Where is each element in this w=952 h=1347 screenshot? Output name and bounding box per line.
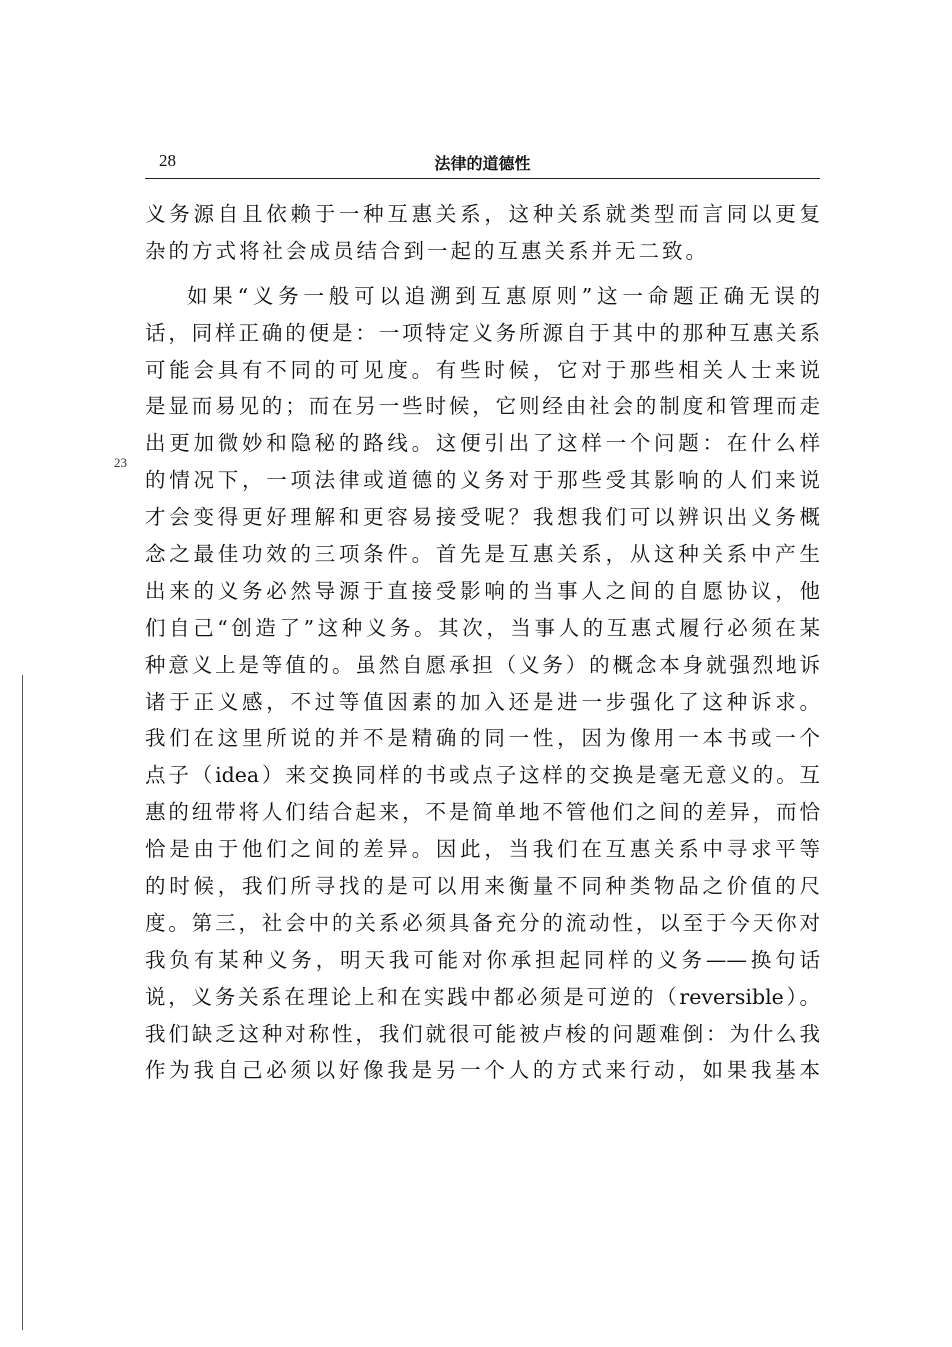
text-line: 如果“义务一般可以追溯到互惠原则”这一命题正确无误的 [187,283,820,308]
text-line: 种意义上是等值的。虽然自愿承担（义务）的概念本身就强烈地诉 [145,652,820,677]
page-number: 28 [159,151,176,170]
text-line: 点子（idea）来交换同样的书或点子这样的交换是毫无意义的。互 [145,763,820,788]
text-line: 可能会具有不同的可见度。有些时候，它对于那些相关人士来说 [145,357,820,382]
text-line: 杂的方式将社会成员结合到一起的互惠关系并无二致。 [145,238,709,263]
text-line: 恰是由于他们之间的差异。因此，当我们在互惠关系中寻求平等 [145,837,820,862]
paragraph-2 [145,278,820,1090]
text-line: 的情况下，一项法律或道德的义务对于那些受其影响的人们来说 [145,468,820,493]
body-text [145,196,820,1089]
running-header [145,147,820,179]
text-line: 我们在这里所说的并不是精确的同一性，因为像用一本书或一个 [145,726,820,751]
text-line: 度。第三，社会中的关系必须具备充分的流动性，以至于今天你对 [145,910,820,935]
text-line: 们自己“创造了”这种义务。其次，当事人的互惠式履行必须在某 [145,615,820,640]
text-line: 的时候，我们所寻找的是可以用来衡量不同种类物品之价值的尺 [145,874,820,899]
margin-page-reference: 23 [114,455,127,470]
scan-edge-line [22,675,23,1330]
running-title: 法律的道德性 [434,154,531,173]
text-line: 才会变得更好理解和更容易接受呢？我想我们可以辨识出义务概 [145,505,820,530]
text-line: 是显而易见的；而在另一些时候，它则经由社会的制度和管理而走 [145,394,820,419]
text-line: 我们缺乏这种对称性，我们就很可能被卢梭的问题难倒：为什么我 [145,1021,820,1046]
header-rule [145,178,820,179]
text-line: 诸于正义感，不过等值因素的加入还是进一步强化了这种诉求。 [145,689,820,714]
text-line: 作为我自己必须以好像我是另一个人的方式来行动，如果我基本 [145,1058,820,1083]
text-line: 义务源自且依赖于一种互惠关系，这种关系就类型而言同以更复 [145,202,820,226]
text-line: 话，同样正确的便是：一项特定义务所源自于其中的那种互惠关系 [145,320,820,345]
text-line: 说，义务关系在理论上和在实践中都必须是可逆的（reversible）。 [145,984,820,1009]
text-line: 我负有某种义务，明天我可能对你承担起同样的义务——换句话 [145,947,820,972]
text-line: 出来的义务必然导源于直接受影响的当事人之间的自愿协议，他 [145,578,820,603]
text-line: 惠的纽带将人们结合起来，不是简单地不管他们之间的差异，而恰 [145,800,820,825]
text-line: 出更加微妙和隐秘的路线。这便引出了这样一个问题：在什么样 [145,431,820,456]
text-line: 念之最佳功效的三项条件。首先是互惠关系，从这种关系中产生 [145,542,820,567]
paragraph-1 [145,196,820,270]
